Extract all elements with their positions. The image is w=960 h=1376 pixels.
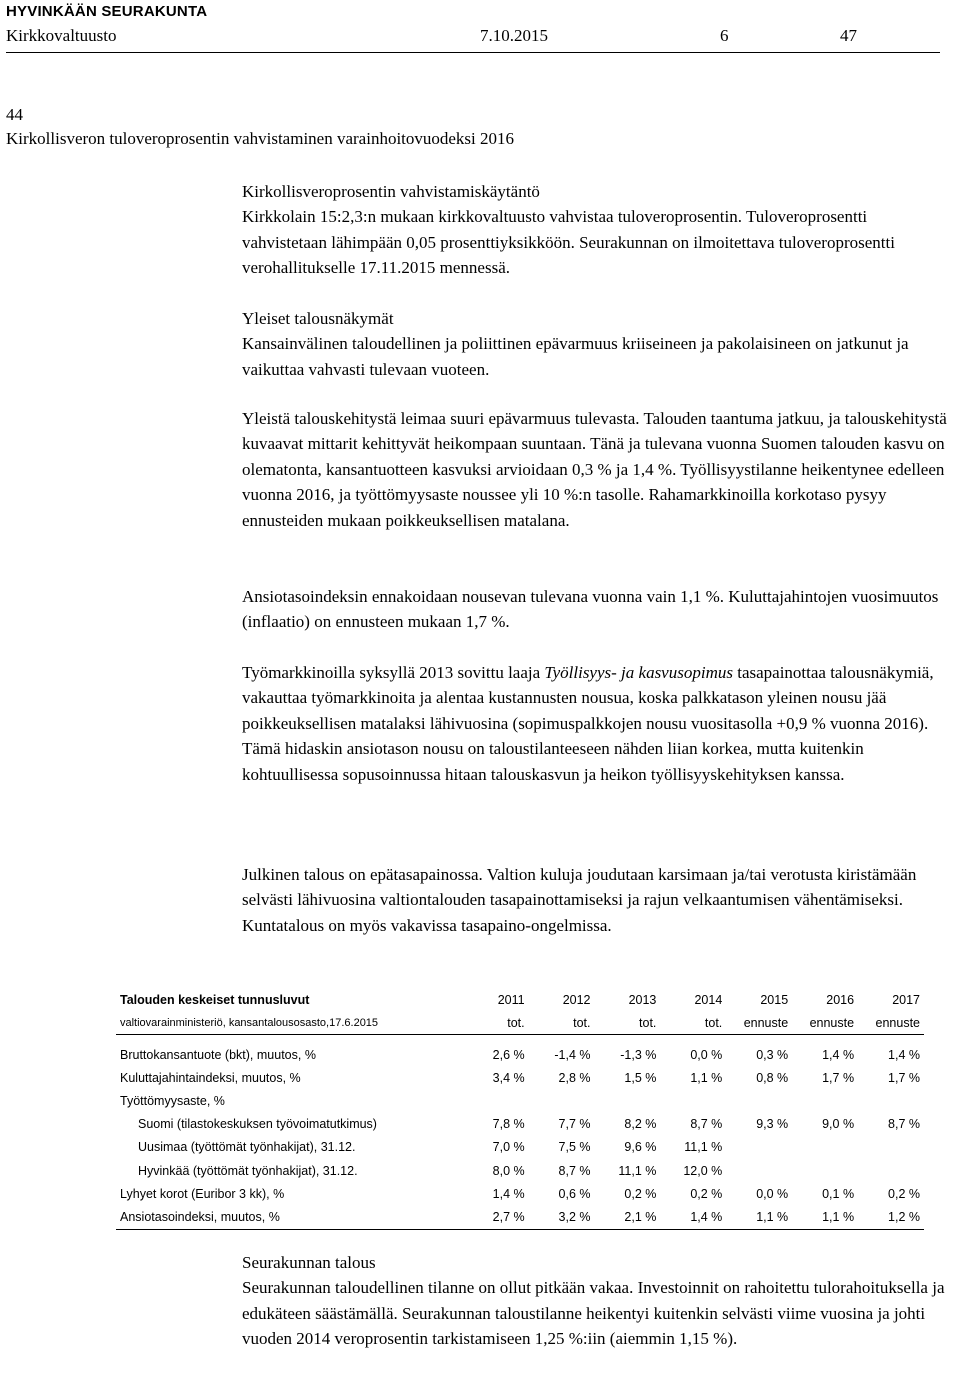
value-cell: 1,4 % <box>660 1205 726 1229</box>
value-cell <box>726 1159 792 1182</box>
value-cell: 7,7 % <box>558 1117 591 1132</box>
value-cell: 1,1 % <box>792 1205 858 1229</box>
value-cell <box>660 1089 726 1112</box>
table-row <box>116 1205 924 1229</box>
table-row <box>116 1089 924 1112</box>
public-finance-block <box>242 862 954 938</box>
kind-cell: tot. <box>529 1012 595 1035</box>
value-cell <box>595 1089 661 1112</box>
value-cell: 7,0 % <box>492 1140 525 1155</box>
key-figures-table <box>116 988 924 1230</box>
value-cell: 1,4 % <box>888 1047 920 1062</box>
outlook-paragraph-3-block <box>242 584 954 635</box>
year-cell: 2014 <box>694 993 723 1007</box>
value-cell: 0,0 % <box>756 1186 789 1201</box>
labour-text-before: Työmarkkinoilla syksyllä 2013 sovittu laaja <box>242 663 545 682</box>
value-cell: 8,7 % <box>888 1117 920 1132</box>
value-cell <box>858 1159 924 1182</box>
value-cell: 9,0 % <box>822 1117 855 1132</box>
header-rule <box>6 52 940 53</box>
year-cell: 2015 <box>760 993 789 1007</box>
outlook-paragraph-2: Yleistä talouskehitystä leimaa suuri epävarmuus tulevasta. Talouden taantuma jatkuu, ja talouskehitystä kuvaavat mittarit kehittyvät heikompaan suuntaan. Tänä ja tulevana vuonna Suomen talouden kasvu on olematonta, kansantuotteen kasvuksi arvioidaan 0,3 % ja 1,4 %. Työllisyystilanne heikentynee edelleen vuonna 2016, ja työttömyysaste noussee yli 10 %:n tasolle. Rahamarkkinoilla korkotaso pysyy ennusteiden mukaan poikkeuksellisen matalana. <box>242 409 947 530</box>
value-cell <box>726 1089 792 1112</box>
section-title: Kirkollisveron tuloveroprosentin vahvistaminen varainhoitovuodeksi 2016 <box>6 129 515 148</box>
outlook-block <box>242 306 954 382</box>
value-cell: 0,2 % <box>624 1186 657 1201</box>
value-cell: -1,3 % <box>620 1047 657 1062</box>
value-cell <box>792 1136 858 1159</box>
labour-text-after: tasapainottaa talousnäkymiä, vakauttaa työmarkkinoita ja alentaa kustannusten nousua, koska palkkatason yleinen nousu jää poikkeuksellisen matalaksi lähivuosina (sopimuspalkkojen nousu vuositasolla +0,9 % vuonna 2016). Tämä hidaskin ansiotason nousu on taloustilanteeseen nähden liian korkea, mutta kuitenkin kohtuullisessa sopusoinnussa hitaan talouskasvun ja heikon työllisyyskehityksen kanssa. <box>242 663 934 784</box>
value-cell: 8,0 % <box>492 1163 525 1178</box>
value-cell: 2,7 % <box>463 1205 529 1229</box>
outlook-paragraph-2-block <box>242 406 954 533</box>
labour-market-paragraph <box>242 660 954 787</box>
value-cell: 2,6 % <box>492 1047 525 1062</box>
row-label: Uusimaa (työttömät työnhakijat), 31.12. <box>138 1140 356 1155</box>
value-cell: 1,1 % <box>690 1070 723 1085</box>
year-cell: 2017 <box>892 993 920 1007</box>
value-cell: 11,1 % <box>618 1163 657 1178</box>
outlook-heading: Yleiset talousnäkymät <box>242 309 394 328</box>
table-row <box>116 1113 924 1136</box>
value-cell <box>463 1089 529 1112</box>
year-cell: 2012 <box>562 993 591 1007</box>
row-label: Kuluttajahintaindeksi, muutos, % <box>120 1070 301 1085</box>
value-cell <box>792 1159 858 1182</box>
row-label: Bruttokansantuote (bkt), muutos, % <box>120 1047 316 1062</box>
value-cell: 12,0 % <box>683 1163 723 1178</box>
row-label: Työttömyysaste, % <box>120 1093 225 1108</box>
parish-heading: Seurakunnan talous <box>242 1253 376 1272</box>
value-cell: 9,6 % <box>624 1140 657 1155</box>
value-cell: 0,3 % <box>756 1047 789 1062</box>
practice-block <box>242 179 954 281</box>
practice-heading: Kirkollisveroprosentin vahvistamiskäytäntö <box>242 182 540 201</box>
table-body <box>116 1043 924 1229</box>
value-cell: 2,1 % <box>595 1205 661 1229</box>
table-spacer <box>116 1035 924 1044</box>
public-finance-paragraph: Julkinen talous on epätasapainossa. Valtion kuluja joudutaan karsimaan ja/tai verotusta kiristämään selvästi lähivuosina valtiontalouden tasapainottamiseksi ja rajun velkaantumisen vähentämiseksi. Kuntatalous on myös vakavissa tasapaino-ongelmissa. <box>242 865 917 935</box>
value-cell: 0,2 % <box>888 1186 920 1201</box>
document-body-name: Kirkkovaltuusto <box>6 26 117 45</box>
outlook-paragraph-1: Kansainvälinen taloudellinen ja poliittinen epävarmuus kriiseineen ja pakolaisineen on jatkunut ja vaikuttaa vahvasti tulevaan vuoteen. <box>242 334 909 379</box>
organization-name: HYVINKÄÄN SEURAKUNTA <box>6 3 208 20</box>
value-cell <box>858 1136 924 1159</box>
year-cell: 2013 <box>628 993 657 1007</box>
table-header-kinds <box>116 1012 924 1035</box>
year-cell: 2016 <box>826 993 855 1007</box>
value-cell: 8,2 % <box>624 1117 657 1132</box>
table-title: Talouden keskeiset tunnusluvut <box>120 993 310 1007</box>
value-cell: 1,4 % <box>492 1186 525 1201</box>
kind-cell: tot. <box>463 1012 529 1035</box>
value-cell: 0,6 % <box>558 1186 591 1201</box>
table-row <box>116 1159 924 1182</box>
value-cell: 0,0 % <box>690 1047 723 1062</box>
value-cell: -1,4 % <box>554 1047 591 1062</box>
value-cell <box>858 1089 924 1112</box>
parish-paragraph: Seurakunnan taloudellinen tilanne on ollut pitkään vakaa. Investoinnit on rahoitettu tulorahoituksella ja edukäteen säästämällä. Seurakunnan taloustilanne heikentyi kuitenkin selvästi viime vuosina ja johti vuoden 2014 veroprosentin tarkistamiseen 1,25 %:iin (aiemmin 1,15 %). <box>242 1278 945 1349</box>
value-cell: 9,3 % <box>756 1117 789 1132</box>
value-cell: 11,1 % <box>684 1140 723 1155</box>
value-cell: 1,1 % <box>726 1205 792 1229</box>
table-row <box>116 1136 924 1159</box>
value-cell: 1,2 % <box>858 1205 924 1229</box>
value-cell: 1,7 % <box>822 1070 855 1085</box>
value-cell: 3,2 % <box>529 1205 595 1229</box>
value-cell <box>792 1089 858 1112</box>
kind-cell: ennuste <box>726 1012 792 1035</box>
value-cell: 0,2 % <box>690 1186 723 1201</box>
value-cell: 7,5 % <box>558 1140 591 1155</box>
agreement-name: Työllisyys- ja kasvusopimus <box>544 663 733 682</box>
kind-cell: ennuste <box>858 1012 924 1035</box>
value-cell: 1,4 % <box>822 1047 855 1062</box>
value-cell: 1,7 % <box>888 1070 920 1085</box>
table-header-years <box>116 988 924 1012</box>
value-cell: 8,7 % <box>690 1117 723 1132</box>
value-cell <box>529 1089 595 1112</box>
kind-cell: tot. <box>660 1012 726 1035</box>
row-label: Ansiotasoindeksi, muutos, % <box>116 1205 463 1229</box>
value-cell <box>726 1136 792 1159</box>
value-cell: 1,5 % <box>624 1070 657 1085</box>
year-cell: 2011 <box>497 993 525 1007</box>
row-label: Lyhyet korot (Euribor 3 kk), % <box>120 1186 285 1201</box>
value-cell: 2,8 % <box>558 1070 591 1085</box>
labour-market-block <box>242 660 954 787</box>
parish-block <box>242 1250 954 1352</box>
table-source: valtiovarainministeriö, kansantalousosasto,17.6.2015 <box>116 1012 463 1035</box>
practice-text: Kirkkolain 15:2,3:n mukaan kirkkovaltuusto vahvistaa tuloveroprosentin. Tuloveroprosentti vahvistetaan lähimpään 0,05 prosenttiyksikköön. Seurakunnan on ilmoitettava tuloveroprosentti verohallitukselle 17.11.2015 mennessä. <box>242 207 895 278</box>
kind-cell: tot. <box>595 1012 661 1035</box>
value-cell: 7,8 % <box>492 1117 525 1132</box>
value-cell: 3,4 % <box>492 1070 525 1085</box>
row-label: Hyvinkää (työttömät työnhakijat), 31.12. <box>138 1163 358 1178</box>
table-row <box>116 1043 924 1066</box>
table-row <box>116 1182 924 1205</box>
value-cell: 8,7 % <box>558 1163 591 1178</box>
row-label: Suomi (tilastokeskuksen työvoimatutkimus) <box>138 1117 377 1132</box>
kind-cell: ennuste <box>792 1012 858 1035</box>
section-number-header: 6 <box>720 26 729 45</box>
spacer-cell <box>116 1035 924 1044</box>
outlook-paragraph-3: Ansiotasoindeksin ennakoidaan nousevan tulevana vuonna vain 1,1 %. Kuluttajahintojen vuosimuutos (inflaatio) on ennusteen mukaan 1,7 %. <box>242 587 939 632</box>
value-cell: 0,8 % <box>756 1070 789 1085</box>
table-row <box>116 1066 924 1089</box>
value-cell: 0,1 % <box>822 1186 855 1201</box>
meeting-date: 7.10.2015 <box>480 26 548 45</box>
section-number: 44 <box>6 105 23 124</box>
page-number: 47 <box>840 26 857 45</box>
